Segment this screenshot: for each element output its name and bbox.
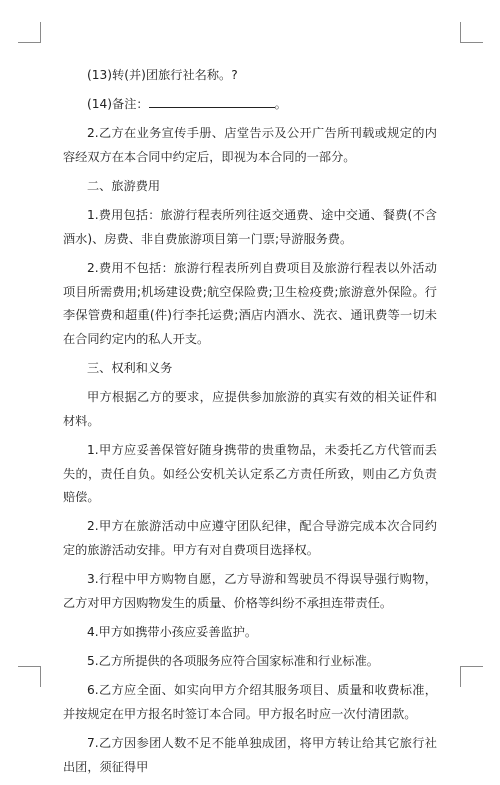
paragraph-service-standards: 5.乙方所提供的各项服务应符合国家标准和行业标准。 (87, 654, 379, 669)
remarks-label: (14)备注： (87, 97, 149, 112)
paragraph-costs-excluded: 2.费用不包括：旅游行程表所列自费项目及旅游行程表以外活动项目所需费用;机场建设费;航空保险费;卫生检疫费;旅游意外保险。行李保管费和超重(件)行李托运费;酒店内酒水、洗衣、通讯费等一切未在合同约定内的私人开支。 (63, 261, 437, 346)
paragraph-remarks (63, 93, 437, 117)
paragraph-service-disclosure: 6.乙方应全面、如实向甲方介绍其服务项目、质量和收费标准，并按规定在甲方报名时签订本合同。甲方报名时应一次付清团款。 (63, 683, 437, 721)
paragraph-team-discipline: 2.甲方在旅游活动中应遵守团队纪律，配合导游完成本次合同约定的旅游活动安排。甲方有对自费项目选择权。 (63, 519, 437, 558)
crop-mark-bottom-left (18, 666, 41, 687)
paragraph-transfer-agency-name: (13)转(并)团旅行社名称。? (87, 68, 238, 82)
paragraph-costs-included: 1.费用包括：旅游行程表所列往返交通费、途中交通、餐费(不含酒水)、房费、非自费旅游项目第一门票;导游服务费。 (63, 208, 437, 246)
section-heading-travel-costs: 二、旅游费用 (87, 179, 161, 194)
crop-mark-bottom-right (460, 666, 483, 687)
document-body (63, 64, 437, 785)
paragraph-shopping: 3.行程中甲方购物自愿，乙方导游和驾驶员不得误导强行购物，乙方对甲方因购物发生的质量、价格等纠纷不承担连带责任。 (63, 572, 437, 610)
paragraph-advertising-clause: 2.乙方在业务宣传手册、店堂告示及公开广告所刊载或规定的内容经双方在本合同中约定后，即视为本合同的一部分。 (63, 126, 437, 164)
remarks-end-punctuation: 。 (274, 97, 287, 112)
paragraph-group-transfer: 7.乙方因参团人数不足不能单独成团，将甲方转让给其它旅行社出团，须征得甲 (63, 736, 437, 774)
paragraph-party-a-documents: 甲方根据乙方的要求，应提供参加旅游的真实有效的相关证件和材料。 (63, 390, 437, 428)
section-heading-rights-obligations: 三、权利和义务 (87, 361, 173, 376)
crop-mark-top-right (460, 22, 483, 43)
crop-mark-top-left (18, 22, 41, 43)
paragraph-valuables: 1.甲方应妥善保管好随身携带的贵重物品，未委托乙方代管而丢失的，责任自负。如经公安机关认定系乙方责任所致，则由乙方负责赔偿。 (63, 443, 437, 505)
remarks-blank-field (149, 94, 275, 108)
paragraph-children: 4.甲方如携带小孩应妥善监护。 (87, 625, 258, 639)
